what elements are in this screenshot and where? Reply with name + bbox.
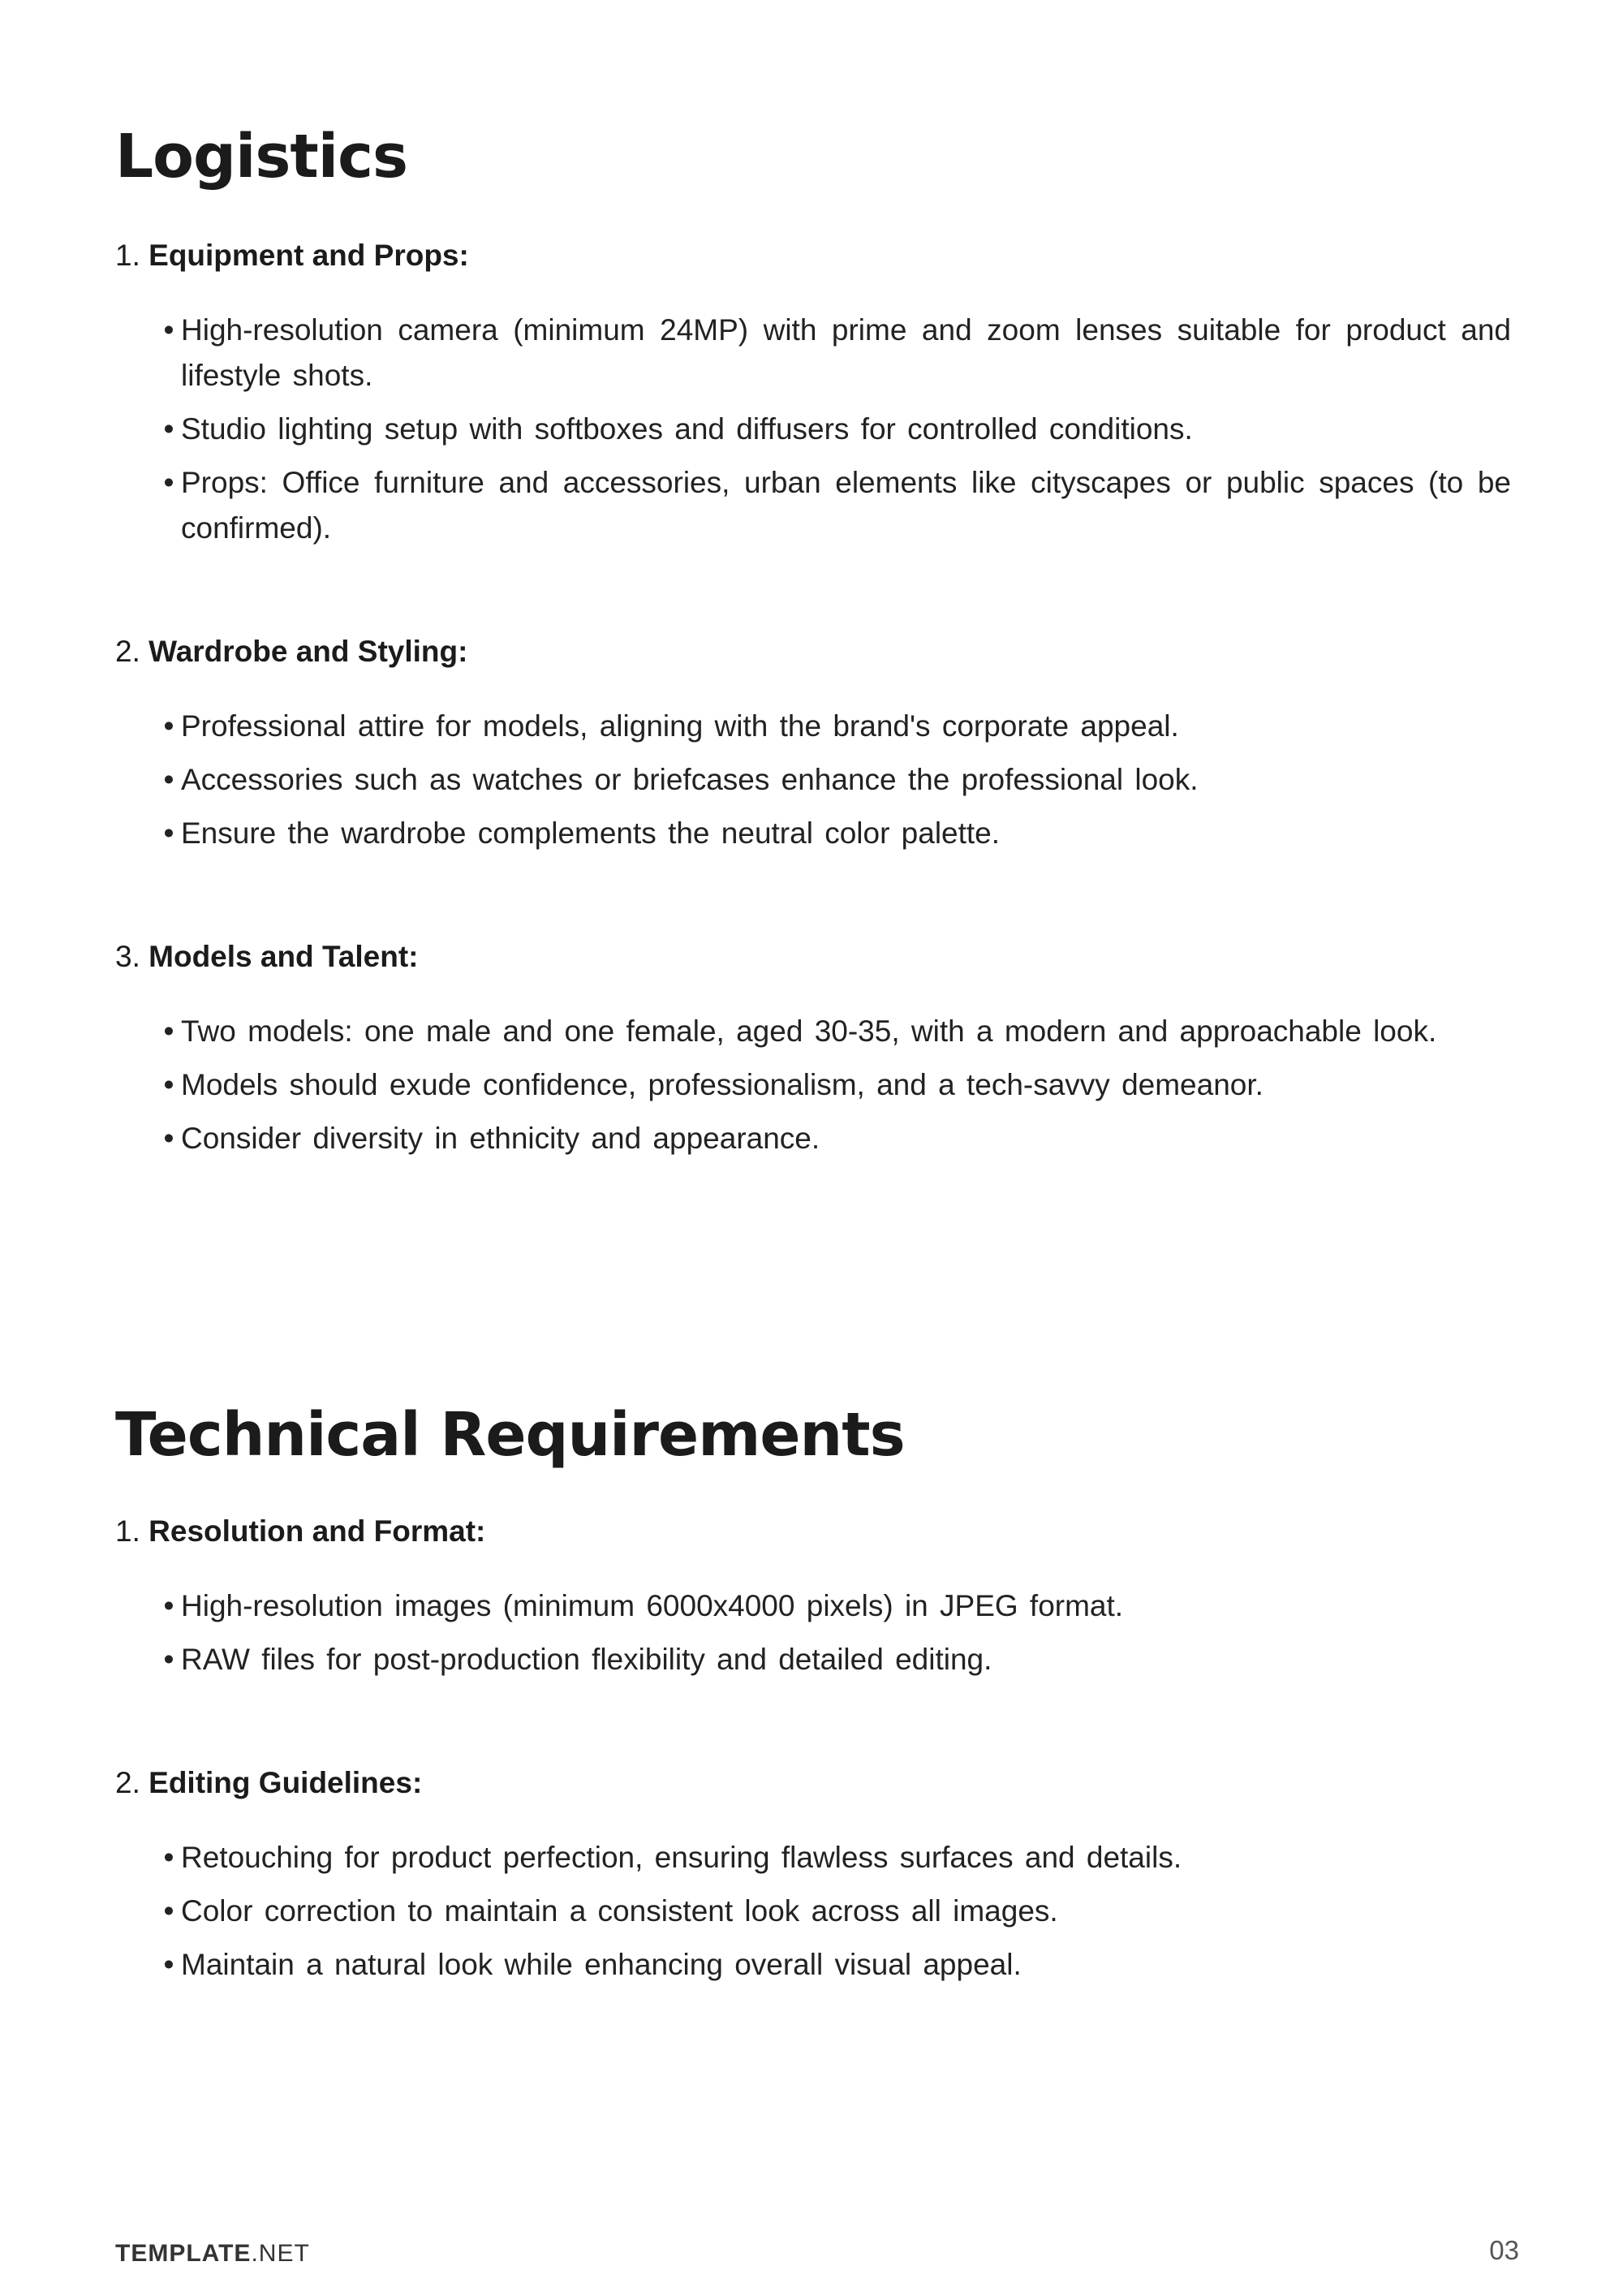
- bullet-item: • Props: Office furniture and accessories, urban elements like cityscapes or public spaces (to be confirmed).: [115, 460, 1511, 551]
- bullet-dot-icon: •: [163, 412, 174, 446]
- bullet-item: • Maintain a natural look while enhancing overall visual appeal.: [115, 1942, 1511, 1988]
- bullet-list: [115, 308, 1511, 551]
- bullet-item: • Ensure the wardrobe complements the neutral color palette.: [115, 811, 1511, 856]
- list-item-wardrobe-and-styling: [115, 631, 1511, 864]
- bullet-dot-icon: •: [163, 1589, 174, 1622]
- bullet-item: • Professional attire for models, aligning with the brand's corporate appeal.: [115, 704, 1511, 749]
- item-number: 2.: [115, 635, 140, 668]
- bullet-list: [115, 1009, 1511, 1161]
- bullet-dot-icon: •: [163, 313, 174, 347]
- list-item-equipment-and-props: [115, 235, 1511, 559]
- list-item-models-and-talent: [115, 937, 1511, 1170]
- bullet-dot-icon: •: [163, 1014, 174, 1048]
- item-heading: [115, 235, 1511, 276]
- item-heading: [115, 937, 1511, 977]
- bullet-item: • Retouching for product perfection, ensuring flawless surfaces and details.: [115, 1835, 1511, 1880]
- item-label: Equipment and Props:: [149, 239, 469, 272]
- bullet-dot-icon: •: [163, 1068, 174, 1101]
- bullet-list: [115, 1835, 1511, 1988]
- bullet-item: • Models should exude confidence, professionalism, and a tech-savvy demeanor.: [115, 1062, 1511, 1108]
- bullet-item: • Studio lighting setup with softboxes and diffusers for controlled conditions.: [115, 407, 1511, 452]
- bullet-dot-icon: •: [163, 1841, 174, 1874]
- item-number: 1.: [115, 239, 140, 272]
- item-heading: [115, 1511, 1511, 1552]
- brand-name: TEMPLATE: [115, 2240, 252, 2267]
- footer-brand-logo: [115, 2240, 310, 2268]
- section-title-logistics: Logistics: [115, 122, 408, 192]
- bullet-list: [115, 704, 1511, 856]
- bullet-dot-icon: •: [163, 816, 174, 850]
- bullet-dot-icon: •: [163, 1122, 174, 1155]
- bullet-dot-icon: •: [163, 1643, 174, 1676]
- item-number: 3.: [115, 940, 140, 973]
- item-label: Resolution and Format:: [149, 1514, 486, 1548]
- bullet-item: • Two models: one male and one female, aged 30-35, with a modern and approachable look.: [115, 1009, 1511, 1054]
- bullet-dot-icon: •: [163, 763, 174, 796]
- bullet-dot-icon: •: [163, 1894, 174, 1928]
- item-heading: [115, 631, 1511, 672]
- bullet-item: • RAW files for post-production flexibility and detailed editing.: [115, 1637, 1511, 1682]
- page-number: 03: [1489, 2235, 1519, 2265]
- list-item-editing-guidelines: [115, 1763, 1511, 1996]
- bullet-item: • High-resolution images (minimum 6000x4000 pixels) in JPEG format.: [115, 1583, 1511, 1629]
- bullet-item: • Consider diversity in ethnicity and appearance.: [115, 1116, 1511, 1161]
- item-number: 1.: [115, 1514, 140, 1548]
- bullet-dot-icon: •: [163, 1948, 174, 1981]
- bullet-item: • Accessories such as watches or briefcases enhance the professional look.: [115, 757, 1511, 803]
- item-label: Wardrobe and Styling:: [149, 635, 468, 668]
- brand-suffix: .NET: [251, 2240, 310, 2267]
- section-title-technical-requirements: Technical Requirements: [115, 1400, 905, 1470]
- bullet-dot-icon: •: [163, 709, 174, 743]
- item-heading: [115, 1763, 1511, 1803]
- item-label: Editing Guidelines:: [149, 1766, 423, 1799]
- list-item-resolution-and-format: [115, 1511, 1511, 1691]
- bullet-item: • High-resolution camera (minimum 24MP) with prime and zoom lenses suitable for product and lifestyle shots.: [115, 308, 1511, 398]
- bullet-list: [115, 1583, 1511, 1682]
- bullet-dot-icon: •: [163, 466, 174, 499]
- item-label: Models and Talent:: [149, 940, 419, 973]
- bullet-item: • Color correction to maintain a consistent look across all images.: [115, 1889, 1511, 1934]
- item-number: 2.: [115, 1766, 140, 1799]
